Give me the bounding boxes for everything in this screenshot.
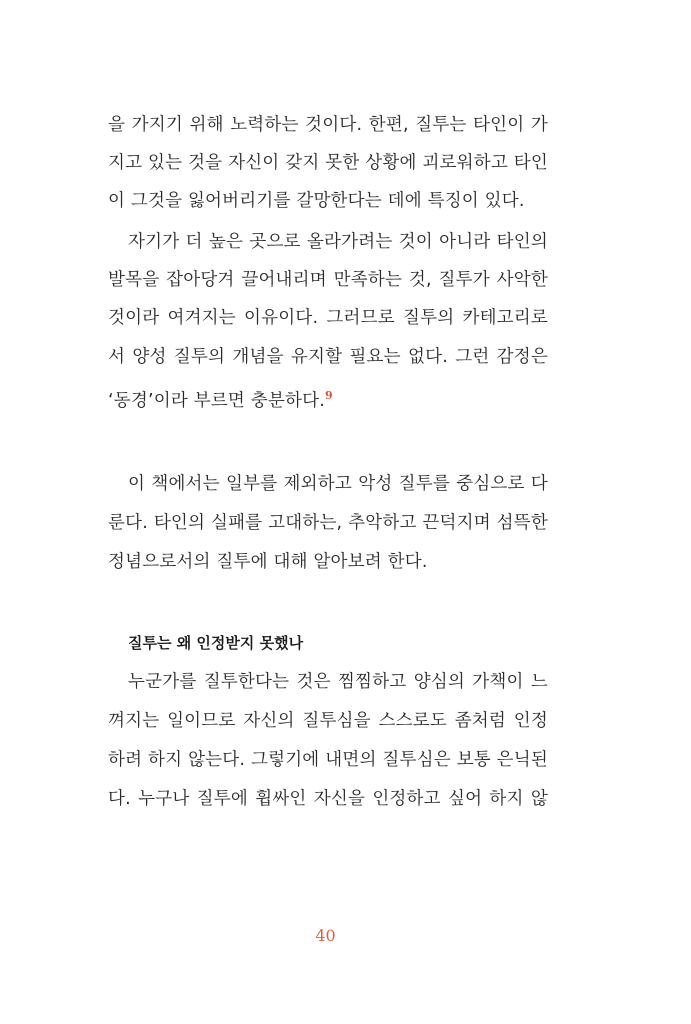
body-text-line: 정념으로서의 질투에 대해 알아보려 한다. [108, 552, 428, 572]
body-text-line: 룬다. 타인의 실패를 고대하는, 추악하고 끈덕지며 섬뜩한 [108, 513, 548, 533]
body-text-line: 이 그것을 잃어버리기를 갈망한다는 데에 특징이 있다. [108, 191, 525, 211]
body-text-line: 누군가를 질투한다는 것은 찜찜하고 양심의 가책이 느 [128, 672, 548, 692]
body-text-line: 자기가 더 높은 곳으로 올라가려는 것이 아니라 타인의 [128, 232, 548, 252]
page-number: 40 [315, 926, 336, 945]
body-text: ‘동경’이라 부르면 충분하다. [108, 390, 325, 411]
body-text-line [108, 384, 548, 413]
body-text-line: 이 책에서는 일부를 제외하고 악성 질투를 중심으로 다 [128, 474, 548, 494]
body-text-line: 하려 하지 않는다. 그렇기에 내면의 질투심은 보통 은닉된 [108, 750, 548, 770]
body-text-line: 다. 누구나 질투에 휩싸인 자신을 인정하고 싶어 하지 않 [108, 789, 548, 809]
body-text-line: 을 가지기 위해 노력하는 것이다. 한편, 질투는 타인이 가 [108, 115, 548, 135]
body-text-line: 서 양성 질투의 개념을 유지할 필요는 없다. 그런 감정은 [108, 347, 548, 367]
body-text-line: 것이라 여겨지는 이유이다. 그러므로 질투의 카테고리로 [108, 308, 548, 328]
footnote-marker[interactable]: 9 [324, 389, 333, 402]
section-heading: 질투는 왜 인정받지 못했나 [128, 634, 304, 652]
body-text-line: 지고 있는 것을 자신이 갖지 못한 상황에 괴로워하고 타인 [108, 153, 548, 173]
body-text-line: 껴지는 일이므로 자신의 질투심을 스스로도 좀처럼 인정 [108, 711, 548, 731]
body-text-line: 발목을 잡아당겨 끌어내리며 만족하는 것, 질투가 사악한 [108, 270, 548, 290]
